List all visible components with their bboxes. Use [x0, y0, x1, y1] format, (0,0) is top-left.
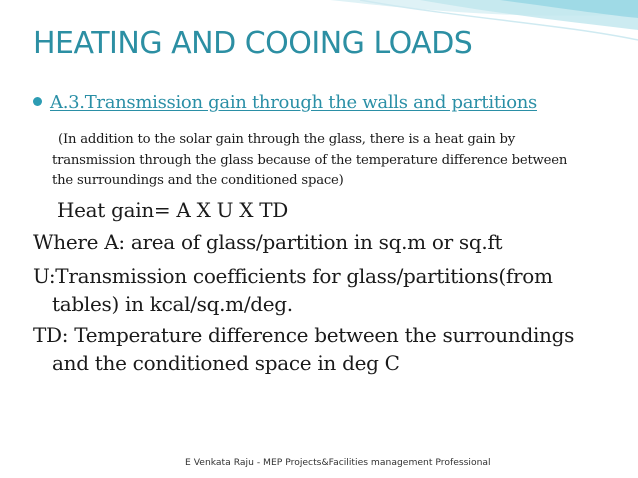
- slide-title: HEATING AND COOING LOADS: [33, 26, 473, 61]
- note-line: (In addition to the solar gain through the glass, there is a heat gain by: [58, 132, 516, 147]
- note-line: transmission through the glass because of the temperature difference between: [52, 152, 568, 168]
- heat-gain-formula: Heat gain= A X U X TD: [57, 198, 288, 222]
- definition-a: Where A: area of glass/partition in sq.m or sq.ft: [33, 230, 503, 254]
- bullet-dot-icon: [33, 97, 42, 106]
- explanatory-note: [52, 130, 612, 192]
- definition-td-line1: TD: Temperature difference between the surroundings: [33, 323, 575, 347]
- slide-footer: E Venkata Raju - MEP Projects&Facilities management Professional: [185, 457, 491, 468]
- bullet-heading-row: [33, 92, 537, 113]
- note-line: the surroundings and the conditioned space): [52, 173, 344, 188]
- definition-td-line2: and the conditioned space in deg C: [52, 351, 400, 375]
- definition-u-line1: U:Transmission coefficients for glass/partitions(from: [33, 264, 553, 288]
- bullet-heading: A.3.Transmission gain through the walls and partitions: [50, 92, 537, 113]
- definition-u-line2: tables) in kcal/sq.m/deg.: [52, 292, 293, 316]
